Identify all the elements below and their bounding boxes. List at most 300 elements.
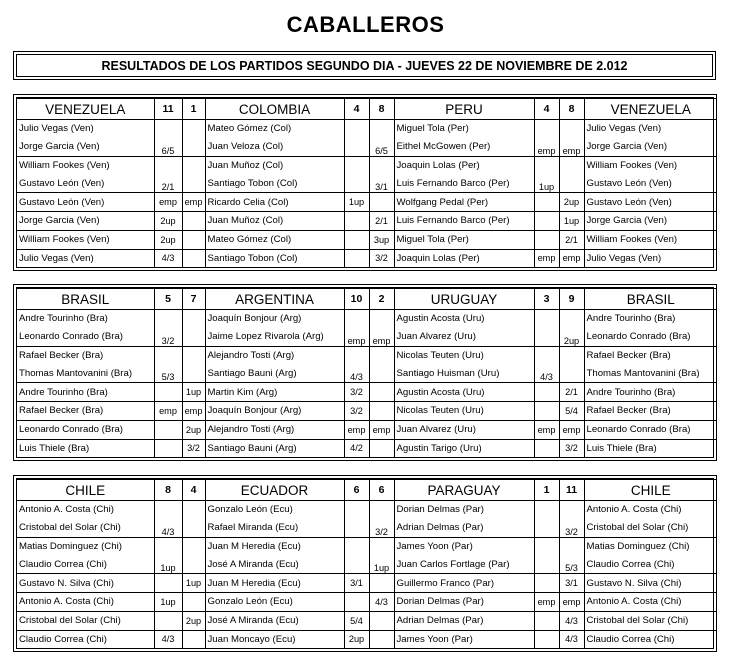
player-name: Luis Thiele (Bra) xyxy=(17,439,154,457)
match-score xyxy=(534,630,559,648)
match-score xyxy=(369,401,394,420)
match-score xyxy=(154,310,182,328)
match-score: 5/3 xyxy=(559,555,584,573)
table-row xyxy=(17,439,717,457)
match-score: 3/2 xyxy=(154,328,182,346)
player-name: Antonio A. Costa (Chi) xyxy=(17,501,154,519)
match-score: 3/2 xyxy=(369,519,394,537)
player-name: José A Miranda (Ecu) xyxy=(205,555,344,573)
team-name: BRASIL xyxy=(17,289,154,310)
player-name: Cristobal del Solar (Chi) xyxy=(17,519,154,537)
player-name: Rafael Becker (Bra) xyxy=(17,401,154,420)
player-name: Leonardo Conrado (Bra) xyxy=(17,328,154,346)
match-score: emp xyxy=(534,249,559,267)
player-name: Nicolas Teuten (Uru) xyxy=(394,401,534,420)
match-score: 3/1 xyxy=(344,574,369,593)
team-points: 3 xyxy=(534,289,559,310)
table-row xyxy=(17,230,717,249)
player-name: Alejandro Tosti (Arg) xyxy=(205,420,344,439)
table-row xyxy=(17,193,717,212)
player-name: Cristobal del Solar (Chi) xyxy=(17,611,154,630)
player-name: Agustin Acosta (Uru) xyxy=(394,310,534,328)
match-score xyxy=(344,249,369,267)
match-score xyxy=(344,174,369,192)
player-name: Juan Alvarez (Uru) xyxy=(394,420,534,439)
match-score: 2up xyxy=(154,211,182,230)
player-name: Santiago Tobon (Col) xyxy=(205,249,344,267)
match-score xyxy=(534,120,559,138)
player-name: Adrian Delmas (Par) xyxy=(394,611,534,630)
match-score xyxy=(369,537,394,555)
match-score xyxy=(559,174,584,192)
table-row xyxy=(17,537,717,555)
player-name: Wolfgang Pedal (Per) xyxy=(394,193,534,212)
match-score xyxy=(559,346,584,364)
match-score xyxy=(154,439,182,457)
match-score xyxy=(344,592,369,611)
match-score xyxy=(182,501,205,519)
match-score xyxy=(182,211,205,230)
team-points: 7 xyxy=(182,289,205,310)
match-score xyxy=(154,611,182,630)
results-table xyxy=(17,479,717,648)
match-score: 4/3 xyxy=(344,364,369,382)
match-score xyxy=(182,156,205,174)
team-name: CHILE xyxy=(584,480,717,501)
match-score xyxy=(182,537,205,555)
team-points: 4 xyxy=(534,99,559,120)
match-score xyxy=(534,328,559,346)
team-name: URUGUAY xyxy=(394,289,534,310)
team-points: 1 xyxy=(182,99,205,120)
match-score xyxy=(534,537,559,555)
match-score xyxy=(182,346,205,364)
player-name: Joaquín Bonjour (Arg) xyxy=(205,401,344,420)
player-name: Claudio Correa (Chi) xyxy=(17,630,154,648)
player-name: Leonardo Conrado (Bra) xyxy=(17,420,154,439)
player-name: Andre Tourinho (Bra) xyxy=(584,310,717,328)
table-row xyxy=(17,310,717,328)
team-header-row xyxy=(17,480,717,501)
team-points: 11 xyxy=(559,480,584,501)
player-name: Gustavo León (Ven) xyxy=(17,193,154,212)
team-name: CHILE xyxy=(17,480,154,501)
table-row xyxy=(17,346,717,364)
team-points: 4 xyxy=(182,480,205,501)
match-score xyxy=(534,383,559,402)
player-name: Agustin Tarigo (Uru) xyxy=(394,439,534,457)
player-name: William Fookes (Ven) xyxy=(584,156,717,174)
player-name: Jorge Garcia (Ven) xyxy=(584,211,717,230)
team-name: PARAGUAY xyxy=(394,480,534,501)
player-name: Leonardo Conrado (Bra) xyxy=(584,328,717,346)
match-score: 2/1 xyxy=(369,211,394,230)
match-score: 5/4 xyxy=(559,401,584,420)
match-score: emp xyxy=(559,592,584,611)
team-name: PERU xyxy=(394,99,534,120)
player-name: Agustin Acosta (Uru) xyxy=(394,383,534,402)
player-name: Gustavo León (Ven) xyxy=(584,174,717,192)
match-score xyxy=(344,346,369,364)
match-score xyxy=(344,120,369,138)
table-row xyxy=(17,211,717,230)
match-score: 2up xyxy=(559,193,584,212)
player-name: Dorian Delmas (Par) xyxy=(394,592,534,611)
table-row xyxy=(17,519,717,537)
player-name: Nicolas Teuten (Uru) xyxy=(394,346,534,364)
match-score xyxy=(369,310,394,328)
match-score xyxy=(154,383,182,402)
player-name: Santiago Tobon (Col) xyxy=(205,174,344,192)
match-score xyxy=(154,537,182,555)
match-score xyxy=(154,120,182,138)
match-score xyxy=(534,555,559,573)
match-score xyxy=(534,439,559,457)
match-score: 1up xyxy=(182,383,205,402)
match-score xyxy=(344,230,369,249)
match-score: 4/3 xyxy=(154,519,182,537)
team-points: 10 xyxy=(344,289,369,310)
player-name: Gonzalo León (Ecu) xyxy=(205,592,344,611)
results-block-1 xyxy=(13,94,717,271)
match-score xyxy=(534,501,559,519)
player-name: Rafael Becker (Bra) xyxy=(584,401,717,420)
team-points: 6 xyxy=(369,480,394,501)
player-name: Rafael Miranda (Ecu) xyxy=(205,519,344,537)
player-name: Luis Fernando Barco (Per) xyxy=(394,174,534,192)
match-score xyxy=(369,611,394,630)
table-row xyxy=(17,420,717,439)
player-name: Andre Tourinho (Bra) xyxy=(584,383,717,402)
table-row xyxy=(17,630,717,648)
match-score: 1up xyxy=(534,174,559,192)
player-name: Gustavo León (Ven) xyxy=(584,193,717,212)
match-score xyxy=(369,193,394,212)
player-name: Cristobal del Solar (Chi) xyxy=(584,611,717,630)
match-score: emp xyxy=(559,138,584,156)
team-points: 2 xyxy=(369,289,394,310)
match-score xyxy=(559,156,584,174)
match-score xyxy=(534,611,559,630)
match-score xyxy=(534,310,559,328)
player-name: Julio Vegas (Ven) xyxy=(584,120,717,138)
match-score xyxy=(344,537,369,555)
match-score xyxy=(534,401,559,420)
match-score: emp xyxy=(369,328,394,346)
player-name: Mateo Gómez (Col) xyxy=(205,120,344,138)
match-score xyxy=(154,574,182,593)
match-score: 2/1 xyxy=(559,383,584,402)
match-score: emp xyxy=(559,420,584,439)
match-score xyxy=(369,630,394,648)
player-name: Jaime Lopez Rivarola (Arg) xyxy=(205,328,344,346)
player-name: Claudio Correa (Chi) xyxy=(584,555,717,573)
match-score: 1up xyxy=(559,211,584,230)
match-score: 3/2 xyxy=(344,383,369,402)
match-score xyxy=(344,519,369,537)
match-score xyxy=(559,501,584,519)
team-points: 8 xyxy=(559,99,584,120)
match-score: 2up xyxy=(182,420,205,439)
table-row xyxy=(17,328,717,346)
match-score: 5/3 xyxy=(154,364,182,382)
match-score: 2up xyxy=(344,630,369,648)
match-score: emp xyxy=(154,401,182,420)
match-score xyxy=(534,211,559,230)
player-name: Alejandro Tosti (Arg) xyxy=(205,346,344,364)
match-score xyxy=(182,519,205,537)
match-score xyxy=(182,138,205,156)
match-score xyxy=(534,519,559,537)
table-row xyxy=(17,138,717,156)
match-score xyxy=(154,156,182,174)
match-score: 2/1 xyxy=(154,174,182,192)
match-score: 4/3 xyxy=(559,611,584,630)
match-score xyxy=(154,346,182,364)
player-name: Antonio A. Costa (Chi) xyxy=(584,592,717,611)
player-name: Rafael Becker (Bra) xyxy=(17,346,154,364)
match-score: 6/5 xyxy=(154,138,182,156)
player-name: Juan Muñoz (Col) xyxy=(205,211,344,230)
match-score xyxy=(182,310,205,328)
player-name: James Yoon (Par) xyxy=(394,537,534,555)
subtitle-box xyxy=(13,51,716,80)
player-name: Miguel Tola (Per) xyxy=(394,120,534,138)
player-name: Juan Moncayo (Ecu) xyxy=(205,630,344,648)
match-score: emp xyxy=(559,249,584,267)
match-score: 2up xyxy=(559,328,584,346)
match-score xyxy=(154,501,182,519)
match-score: emp xyxy=(344,328,369,346)
table-row xyxy=(17,592,717,611)
match-score: 3/2 xyxy=(559,519,584,537)
player-name: Juan Carlos Fortlage (Par) xyxy=(394,555,534,573)
match-score: 3/2 xyxy=(559,439,584,457)
team-name: ARGENTINA xyxy=(205,289,344,310)
player-name: Adrian Delmas (Par) xyxy=(394,519,534,537)
match-score: emp xyxy=(534,592,559,611)
player-name: Joaquín Bonjour (Arg) xyxy=(205,310,344,328)
player-name: Claudio Correa (Chi) xyxy=(584,630,717,648)
match-score: emp xyxy=(344,420,369,439)
match-score xyxy=(559,537,584,555)
player-name: William Fookes (Ven) xyxy=(17,156,154,174)
player-name: Jorge Garcia (Ven) xyxy=(584,138,717,156)
player-name: Juan Alvarez (Uru) xyxy=(394,328,534,346)
match-score xyxy=(534,230,559,249)
match-score xyxy=(182,120,205,138)
match-score: emp xyxy=(182,401,205,420)
player-name: Mateo Gómez (Col) xyxy=(205,230,344,249)
player-name: Antonio A. Costa (Chi) xyxy=(584,501,717,519)
player-name: Martin Kim (Arg) xyxy=(205,383,344,402)
player-name: William Fookes (Ven) xyxy=(584,230,717,249)
player-name: Dorian Delmas (Par) xyxy=(394,501,534,519)
match-score: 1up xyxy=(369,555,394,573)
results-table xyxy=(17,98,717,267)
table-row xyxy=(17,401,717,420)
table-row xyxy=(17,364,717,382)
player-name: Jorge Garcia (Ven) xyxy=(17,211,154,230)
results-table xyxy=(17,288,717,457)
match-score: emp xyxy=(534,138,559,156)
match-score: 4/2 xyxy=(344,439,369,457)
player-name: Santiago Bauni (Arg) xyxy=(205,364,344,382)
player-name: Eithel McGowen (Per) xyxy=(394,138,534,156)
player-name: James Yoon (Par) xyxy=(394,630,534,648)
player-name: Matias Dominguez (Chi) xyxy=(584,537,717,555)
table-row xyxy=(17,120,717,138)
team-points: 8 xyxy=(369,99,394,120)
player-name: Andre Tourinho (Bra) xyxy=(17,310,154,328)
player-name: Luis Thiele (Bra) xyxy=(584,439,717,457)
team-name: VENEZUELA xyxy=(17,99,154,120)
player-name: Luis Fernando Barco (Per) xyxy=(394,211,534,230)
match-score: emp xyxy=(534,420,559,439)
team-name: VENEZUELA xyxy=(584,99,717,120)
subtitle: RESULTADOS DE LOS PARTIDOS SEGUNDO DIA - JUEVES 22 DE NOVIEMBRE DE 2.012 xyxy=(16,54,713,77)
team-name: COLOMBIA xyxy=(205,99,344,120)
player-name: Juan Veloza (Col) xyxy=(205,138,344,156)
player-name: Julio Vegas (Ven) xyxy=(17,249,154,267)
match-score xyxy=(182,555,205,573)
team-points: 1 xyxy=(534,480,559,501)
player-name: Julio Vegas (Ven) xyxy=(584,249,717,267)
table-row xyxy=(17,249,717,267)
team-name: ECUADOR xyxy=(205,480,344,501)
player-name: Juan M Heredia (Ecu) xyxy=(205,537,344,555)
match-score xyxy=(534,156,559,174)
player-name: Claudio Correa (Chi) xyxy=(17,555,154,573)
match-score xyxy=(182,328,205,346)
match-score xyxy=(344,310,369,328)
team-points: 5 xyxy=(154,289,182,310)
page-title: CABALLEROS xyxy=(286,12,445,37)
player-name: Gustavo N. Silva (Chi) xyxy=(17,574,154,593)
match-score xyxy=(344,555,369,573)
match-score: 2up xyxy=(154,230,182,249)
match-score: 5/4 xyxy=(344,611,369,630)
table-row xyxy=(17,555,717,573)
table-row xyxy=(17,174,717,192)
player-name: Gustavo León (Ven) xyxy=(17,174,154,192)
match-score xyxy=(534,574,559,593)
match-score xyxy=(182,364,205,382)
player-name: José A Miranda (Ecu) xyxy=(205,611,344,630)
match-score: 4/3 xyxy=(154,249,182,267)
player-name: Andre Tourinho (Bra) xyxy=(17,383,154,402)
results-block-2 xyxy=(13,284,717,461)
match-score xyxy=(559,310,584,328)
match-score xyxy=(369,383,394,402)
match-score xyxy=(369,439,394,457)
player-name: Thomas Mantovanini (Bra) xyxy=(17,364,154,382)
team-header-row xyxy=(17,99,717,120)
player-name: William Fookes (Ven) xyxy=(17,230,154,249)
match-score xyxy=(344,211,369,230)
match-score xyxy=(559,364,584,382)
team-points: 8 xyxy=(154,480,182,501)
table-row xyxy=(17,383,717,402)
player-name: Matias Dominguez (Chi) xyxy=(17,537,154,555)
match-score xyxy=(369,156,394,174)
player-name: Santiago Bauni (Arg) xyxy=(205,439,344,457)
player-name: Gonzalo León (Ecu) xyxy=(205,501,344,519)
match-score xyxy=(182,249,205,267)
player-name: Leonardo Conrado (Bra) xyxy=(584,420,717,439)
player-name: Cristobal del Solar (Chi) xyxy=(584,519,717,537)
table-row xyxy=(17,156,717,174)
match-score xyxy=(182,230,205,249)
player-name: Santiago Huisman (Uru) xyxy=(394,364,534,382)
results-block-3 xyxy=(13,475,717,652)
table-row xyxy=(17,611,717,630)
match-score xyxy=(344,156,369,174)
match-score xyxy=(534,193,559,212)
match-score: 4/3 xyxy=(369,592,394,611)
team-header-row xyxy=(17,289,717,310)
player-name: Thomas Mantovanini (Bra) xyxy=(584,364,717,382)
match-score xyxy=(369,346,394,364)
match-score: 4/3 xyxy=(559,630,584,648)
match-score: emp xyxy=(369,420,394,439)
player-name: Rafael Becker (Bra) xyxy=(584,346,717,364)
player-name: Guillermo Franco (Par) xyxy=(394,574,534,593)
match-score xyxy=(182,630,205,648)
match-score: 3/2 xyxy=(344,401,369,420)
match-score xyxy=(559,120,584,138)
match-score: 1up xyxy=(154,592,182,611)
match-score: 1up xyxy=(344,193,369,212)
match-score xyxy=(182,174,205,192)
match-score: 4/3 xyxy=(534,364,559,382)
table-row xyxy=(17,574,717,593)
player-name: Joaquin Lolas (Per) xyxy=(394,249,534,267)
match-score xyxy=(182,592,205,611)
player-name: Antonio A. Costa (Chi) xyxy=(17,592,154,611)
player-name: Jorge Garcia (Ven) xyxy=(17,138,154,156)
player-name: Joaquin Lolas (Per) xyxy=(394,156,534,174)
player-name: Gustavo N. Silva (Chi) xyxy=(584,574,717,593)
match-score: 3/1 xyxy=(559,574,584,593)
match-score: emp xyxy=(154,193,182,212)
match-score xyxy=(369,120,394,138)
match-score: 1up xyxy=(182,574,205,593)
match-score xyxy=(369,364,394,382)
match-score xyxy=(534,346,559,364)
match-score: 2up xyxy=(182,611,205,630)
match-score: 1up xyxy=(154,555,182,573)
team-points: 11 xyxy=(154,99,182,120)
player-name: Juan M Heredia (Ecu) xyxy=(205,574,344,593)
match-score xyxy=(344,501,369,519)
match-score: 4/3 xyxy=(154,630,182,648)
match-score: 3up xyxy=(369,230,394,249)
team-points: 9 xyxy=(559,289,584,310)
match-score xyxy=(344,138,369,156)
team-name: BRASIL xyxy=(584,289,717,310)
match-score: 2/1 xyxy=(559,230,584,249)
team-points: 4 xyxy=(344,99,369,120)
player-name: Julio Vegas (Ven) xyxy=(17,120,154,138)
match-score: 3/2 xyxy=(369,249,394,267)
player-name: Juan Muñoz (Col) xyxy=(205,156,344,174)
match-score: emp xyxy=(182,193,205,212)
player-name: Ricardo Celia (Col) xyxy=(205,193,344,212)
match-score: 6/5 xyxy=(369,138,394,156)
player-name: Miguel Tola (Per) xyxy=(394,230,534,249)
match-score xyxy=(154,420,182,439)
